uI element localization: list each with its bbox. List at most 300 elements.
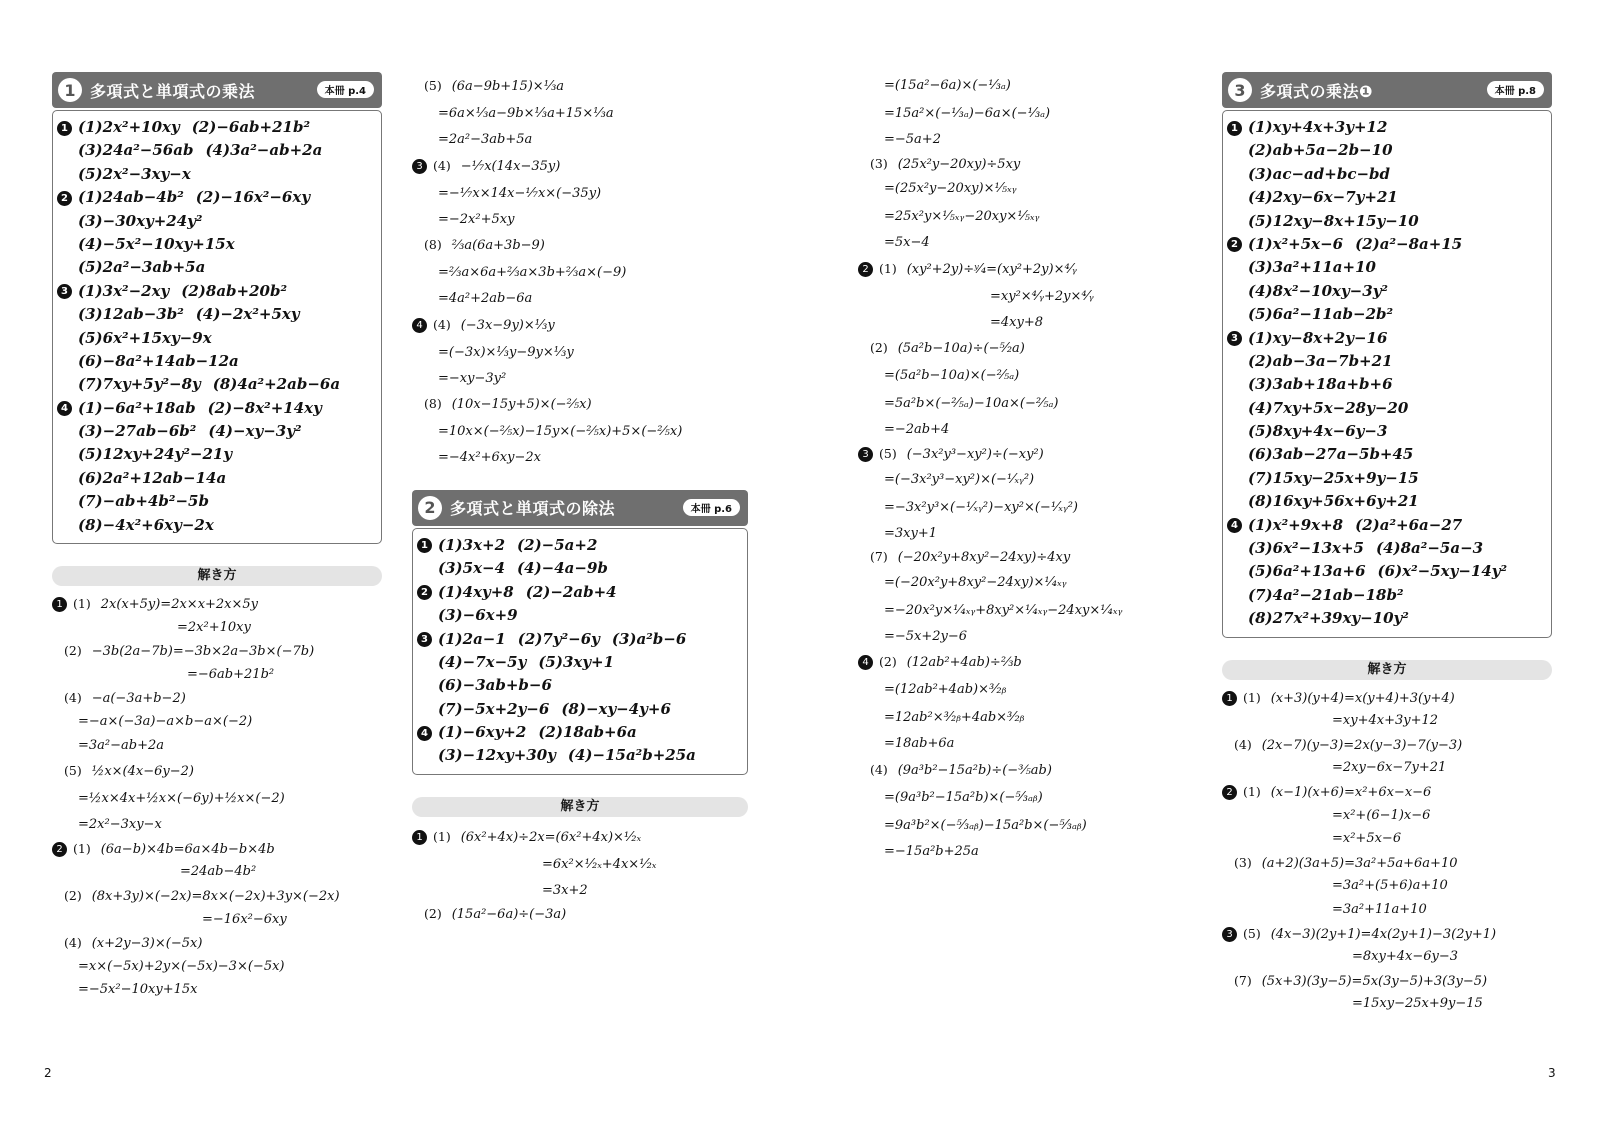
answer-item: (5)3xy+1 [538, 652, 615, 671]
answer-item: (1)xy+4x+3y+12 [1248, 118, 1388, 136]
solution-expression: (xy²+2y)÷ʸ⁄₄=(xy²+2y)×⁴⁄ᵧ [906, 261, 1077, 277]
solution-expression: =(12ab²+4ab)×³⁄₂ᵦ [884, 682, 1007, 698]
answer-item: (4)−7x−5y [438, 652, 527, 671]
solution-expression: (15a²−6a)÷(−3a) [451, 907, 567, 923]
solution-expression: =−3x²y³×(−¹⁄ₓᵧ²)−xy²×(−¹⁄ₓᵧ²) [884, 499, 1078, 515]
solution-expression: =−a×(−3a)−a×b−a×(−2) [78, 714, 253, 729]
solution-line [858, 545, 1178, 569]
solution-line [412, 287, 748, 311]
solution-line [858, 756, 1178, 784]
question-number: 4 [858, 655, 873, 670]
solution-line [412, 339, 748, 367]
solution-line [1222, 874, 1552, 898]
solution-expression: =−xy−3y² [438, 370, 507, 386]
solution-expression: =−¹⁄₇x×14x−¹⁄₇x×(−35y) [438, 185, 602, 201]
answer-item: (1)4xy+8 [438, 582, 514, 601]
answer-item: (2)ab−3a−7b+21 [1248, 351, 1393, 370]
solution-line [52, 710, 382, 734]
solution-expression: 2x(x+5y)=2x×x+2x×5y [100, 597, 259, 613]
answer-line [417, 698, 741, 721]
question-number: 1 [412, 830, 427, 845]
solution-expression: (12ab²+4ab)÷⅔b [906, 655, 1022, 671]
solution-line [412, 128, 748, 152]
question-number: 2 [1227, 237, 1242, 252]
answer-item: (2)−6ab+21b² [191, 118, 311, 136]
solution-line [52, 860, 382, 884]
answer-line [1227, 139, 1545, 162]
solution-line [858, 152, 1178, 176]
question-number: 4 [57, 401, 72, 416]
solution-line [858, 466, 1178, 494]
solution-steps-continued [412, 72, 748, 470]
solution-line [1222, 780, 1552, 804]
answer-item: (4)−xy−3y² [208, 422, 302, 441]
solution-line [52, 884, 382, 908]
column-2 [412, 72, 748, 926]
solution-expression: =(−3x²y³−xy²)×(−¹⁄ₓᵧ²) [884, 471, 1035, 487]
question-number: 4 [417, 726, 432, 741]
solution-line [858, 72, 1178, 100]
part-number: (4) [1234, 736, 1252, 752]
solution-expression: (6x²+4x)÷2x=(6x²+4x)×¹⁄₂ₓ [460, 829, 642, 845]
answer-item: (5)12xy+24y²−21y [78, 445, 233, 464]
solution-expression: =25x²y×¹⁄₅ₓᵧ−20xy×¹⁄₅ₓᵧ [884, 209, 1040, 225]
solution-expression: =−15a²b+25a [884, 843, 979, 859]
solution-line [858, 676, 1178, 704]
question-number: 1 [57, 121, 72, 136]
answer-line [57, 514, 375, 537]
solution-expression: (9a³b²−15a²b)÷(−⅗ab) [897, 762, 1052, 778]
answer-line [57, 373, 375, 396]
column-4 [1222, 72, 1552, 1016]
solution-expression: =9a³b²×(−⁵⁄₃ₐᵦ)−15a²b×(−⁵⁄₃ₐᵦ) [884, 817, 1087, 833]
answer-item: (2)7y²−6y [517, 629, 600, 648]
section-2-header [412, 490, 748, 526]
answer-item: (7)−5x+2y−6 [438, 699, 550, 718]
answer-box [412, 528, 748, 775]
section-number: 3 [1228, 78, 1252, 102]
answer-item: (4)−5x²−10xy+15x [78, 234, 235, 253]
answer-line [57, 490, 375, 513]
answer-line [57, 186, 375, 209]
answer-line [57, 443, 375, 466]
solution-line [858, 840, 1178, 864]
part-number: (2) [64, 887, 82, 903]
section-title: 多項式と単項式の乗法 [90, 81, 256, 101]
part-number: (1) [1243, 783, 1261, 799]
solution-expression: (6a−9b+15)×⅓a [451, 79, 565, 94]
solution-expression: ½x×(4x−6y−2) [91, 764, 194, 780]
solution-expression: =3x+2 [542, 882, 588, 898]
answer-item: (1)3x+2 [438, 535, 506, 554]
solution-line [412, 390, 748, 418]
question-number: 1 [52, 597, 67, 612]
answer-line [1227, 467, 1545, 490]
answer-item: (8)−4x²+6xy−2x [78, 515, 214, 534]
solution-line [858, 203, 1178, 231]
solution-expression: =15xy−25x+9y−15 [1352, 996, 1483, 1012]
solution-expression: =(−3x)×⅓y−9y×⅓y [438, 344, 574, 360]
section-title: 多項式と単項式の除法 [450, 499, 616, 519]
solution-expression: =⅔a×6a+⅔a×3b+⅔a×(−9) [438, 265, 627, 281]
part-number: (7) [1234, 972, 1252, 988]
part-number: (7) [870, 549, 888, 565]
solution-expression: =8xy+4x−6y−3 [1352, 949, 1459, 965]
solution-expression: ⅔a(6a+3b−9) [451, 238, 545, 254]
solution-line [52, 785, 382, 813]
solution-expression: =−5x²−10xy+15x [78, 982, 198, 998]
question-number: 3 [858, 447, 873, 462]
solution-line [52, 663, 382, 687]
part-number: (3) [870, 155, 888, 171]
solution-line [858, 597, 1178, 625]
page-number-left: 2 [44, 1066, 52, 1080]
solution-expression: =xy²×⁴⁄ᵧ+2y×⁴⁄ᵧ [990, 288, 1094, 304]
answer-line [417, 557, 741, 580]
solution-expression: =x²+5x−6 [1332, 831, 1402, 847]
answer-line [57, 420, 375, 443]
answer-item: (3)−30xy+24y² [78, 211, 203, 230]
solution-line [858, 812, 1178, 840]
solution-expression: =3a²+11a+10 [1332, 901, 1427, 917]
solution-expression: −a(−3a+b−2) [91, 691, 186, 707]
answer-item: (2)a²+6a−27 [1355, 515, 1463, 534]
answer-line [417, 604, 741, 627]
solution-line [412, 311, 748, 339]
answer-item: (8)27x²+39xy−10y² [1248, 609, 1409, 628]
answer-item: (3)3ab+18a+b+6 [1248, 375, 1393, 394]
question-number: 4 [412, 318, 427, 333]
solution-expression: (4x−3)(2y+1)=4x(2y+1)−3(2y+1) [1270, 926, 1497, 942]
solution-line [858, 362, 1178, 390]
answer-item: (8)16xy+56x+6y+21 [1248, 492, 1419, 511]
column-1 [52, 72, 382, 1002]
answer-item: (3)−12xy+30y [438, 746, 556, 765]
answer-item: (4)8a²−5a−3 [1375, 539, 1484, 558]
part-number: (4) [433, 157, 451, 173]
answer-item: (7)−ab+4b²−5b [78, 492, 209, 511]
solution-expression: (8x+3y)×(−2x)=8x×(−2x)+3y×(−2x) [91, 888, 340, 904]
solution-line [412, 879, 748, 903]
answer-box [1222, 110, 1552, 638]
answer-item: (7)15xy−25x+9y−15 [1248, 468, 1419, 487]
answer-line [1227, 397, 1545, 420]
solution-line [858, 283, 1178, 311]
answer-line [1227, 256, 1545, 279]
answer-line [1227, 560, 1545, 583]
solution-expression: −¹⁄₇x(14x−35y) [460, 158, 561, 174]
answer-line [1227, 443, 1545, 466]
part-number: (5) [879, 445, 897, 461]
answer-line [1227, 537, 1545, 560]
solution-line [52, 734, 382, 758]
question-number: 3 [1222, 927, 1237, 942]
answer-item: (2)−16x²−6xy [195, 188, 311, 207]
solution-expression: =15a²×(−¹⁄₃ₐ)−6a×(−¹⁄₃ₐ) [884, 106, 1051, 121]
solution-expression: =6a×⅓a−9b×⅓a+15×⅓a [438, 106, 614, 121]
solution-expression: =−2x²+5xy [438, 211, 515, 227]
part-number: (1) [879, 260, 897, 276]
solution-line [52, 813, 382, 837]
answer-line [57, 233, 375, 256]
solution-expression: (5a²b−10a)÷(−⁵⁄₂a) [897, 341, 1025, 357]
part-number: (8) [424, 237, 442, 253]
answer-line [417, 581, 741, 604]
solution-expression: =(9a³b²−15a²b)×(−⁵⁄₃ₐᵦ) [884, 789, 1043, 805]
solution-line [1222, 827, 1552, 851]
solution-line [412, 851, 748, 879]
answer-item: (2)ab+5a−2b−10 [1248, 141, 1393, 160]
solution-line [858, 255, 1178, 283]
solution-expression: (−3x²y³−xy²)÷(−xy²) [906, 446, 1044, 462]
solution-expression: =(−20x²y+8xy²−24xy)×¹⁄₄ₓᵧ [884, 574, 1067, 590]
solution-line [858, 390, 1178, 418]
part-number: (2) [64, 643, 82, 659]
answer-line [57, 397, 375, 420]
page-reference-badge: 本冊 p.4 [317, 81, 374, 98]
solution-expression: =−5a+2 [884, 132, 941, 147]
part-number: (1) [433, 828, 451, 844]
answer-line [417, 628, 741, 651]
answer-line [1227, 210, 1545, 233]
answer-item: (4)−4a−9b [517, 559, 608, 578]
solution-line [412, 100, 748, 128]
solution-expression: =(25x²y−20xy)×¹⁄₅ₓᵧ [884, 181, 1017, 197]
solution-expression: =xy+4x+3y+12 [1332, 713, 1439, 729]
answer-item: (5)8xy+4x−6y−3 [1248, 422, 1388, 441]
answer-line [1227, 350, 1545, 373]
answer-line [57, 116, 375, 139]
solution-expression: (10x−15y+5)×(−⅖x) [451, 397, 592, 413]
answer-box [52, 110, 382, 544]
answer-item: (1)2a−1 [438, 629, 506, 648]
question-number: 3 [1227, 331, 1242, 346]
solution-line [412, 152, 748, 180]
section-number: 2 [418, 496, 442, 520]
answer-line [57, 280, 375, 303]
answer-item: (3)12ab−3b² [78, 305, 184, 324]
solution-expression: (x−1)(x+6)=x²+6x−x−6 [1270, 784, 1432, 800]
answer-item: (4)7xy+5x−28y−20 [1248, 398, 1409, 417]
answer-line [1227, 373, 1545, 396]
solution-heading: 解き方 [412, 797, 748, 817]
answer-item: (2)−5a+2 [517, 535, 598, 554]
solution-line [1222, 804, 1552, 828]
solution-line [1222, 969, 1552, 993]
answer-line [57, 303, 375, 326]
solution-line [858, 334, 1178, 362]
answer-item: (2)18ab+6a [538, 723, 637, 742]
answer-item: (6)x²−5xy−14y² [1377, 562, 1508, 581]
answer-item: (7)7xy+5y²−8y [78, 375, 201, 394]
answer-line [1227, 514, 1545, 537]
answer-item: (8)4a²+2ab−6a [212, 375, 341, 394]
answer-line [57, 350, 375, 373]
answer-item: (3)−6x+9 [438, 606, 518, 625]
answer-item: (5)2x²−3xy−x [78, 164, 191, 183]
solution-line [412, 72, 748, 100]
page-reference-badge: 本冊 p.8 [1487, 81, 1544, 98]
answer-line [57, 163, 375, 186]
part-number: (8) [424, 396, 442, 412]
solution-expression: =−16x²−6xy [202, 911, 287, 927]
solution-line [52, 757, 382, 785]
solution-line [52, 592, 382, 616]
solution-expression: =−6ab+21b² [187, 666, 275, 682]
solution-expression: =12ab²×³⁄₂ᵦ+4ab×³⁄₂ᵦ [884, 710, 1025, 726]
solution-line [858, 494, 1178, 522]
solution-heading: 解き方 [1222, 660, 1552, 680]
solution-expression: =10x×(−⅖x)−15y×(−⅖x)+5×(−⅖x) [438, 424, 683, 440]
solution-line [858, 231, 1178, 255]
answer-item: (6)−3ab+b−6 [438, 676, 552, 695]
solution-expression: =−4x²+6xy−2x [438, 450, 541, 466]
solution-line [858, 311, 1178, 335]
section-title: 多項式の乗法❶ [1260, 81, 1374, 101]
answer-item: (6)2a²+12ab−14a [78, 468, 227, 487]
answer-item: (5)6a²+13a+6 [1248, 562, 1366, 581]
solution-line [412, 259, 748, 287]
solution-line [858, 732, 1178, 756]
solution-expression: =3a²−ab+2a [78, 737, 165, 753]
answer-item: (1)−6xy+2 [438, 723, 527, 742]
solution-line [52, 931, 382, 955]
question-number: 3 [57, 284, 72, 299]
solution-line [52, 616, 382, 640]
solution-line [1222, 992, 1552, 1016]
part-number: (5) [1243, 925, 1261, 941]
solution-expression: (a+2)(3a+5)=3a²+5a+6a+10 [1261, 855, 1458, 871]
solution-expression: =4xy+8 [990, 314, 1044, 330]
answer-line [417, 744, 741, 767]
answer-item: (3)ac−ad+bc−bd [1248, 164, 1390, 183]
solution-line [858, 784, 1178, 812]
answer-line [57, 210, 375, 233]
part-number: (3) [1234, 854, 1252, 870]
section-number: 1 [58, 78, 82, 102]
solution-line [52, 955, 382, 979]
answer-line [1227, 607, 1545, 630]
answer-item: (1)2x²+10xy [78, 118, 180, 136]
solution-line [858, 100, 1178, 128]
page-number-right: 3 [1548, 1066, 1556, 1080]
answer-item: (1)xy−8x+2y−16 [1248, 328, 1388, 347]
answer-line [417, 534, 741, 557]
solution-expression: =x²+(6−1)x−6 [1332, 807, 1431, 823]
answer-item: (1)x²+5x−6 [1248, 234, 1344, 253]
solution-line [1222, 922, 1552, 946]
solution-line [52, 908, 382, 932]
answer-line [1227, 303, 1545, 326]
answer-item: (2)8ab+20b² [181, 281, 288, 300]
solution-line [412, 208, 748, 232]
answer-line [417, 651, 741, 674]
solution-line [52, 639, 382, 663]
solution-line [858, 569, 1178, 597]
solution-expression: =½x×4x+½x×(−6y)+½x×(−2) [78, 791, 285, 807]
part-number: (5) [64, 763, 82, 779]
part-number: (2) [424, 906, 442, 922]
answer-line [417, 674, 741, 697]
part-number: (4) [64, 690, 82, 706]
answer-line [1227, 584, 1545, 607]
solution-expression: =x×(−5x)+2y×(−5x)−3×(−5x) [78, 958, 285, 974]
question-number: 2 [57, 191, 72, 206]
column-3 [858, 72, 1178, 864]
answer-item: (8)−xy−4y+6 [561, 699, 671, 718]
solution-line [412, 823, 748, 851]
answer-item: (3)6x²−13x+5 [1248, 539, 1364, 558]
solution-line [858, 175, 1178, 203]
answer-item: (4)−15a²b+25a [567, 746, 696, 765]
question-number: 2 [417, 585, 432, 600]
answer-line [57, 327, 375, 350]
solution-expression: (2x−7)(y−3)=2x(y−3)−7(y−3) [1261, 737, 1463, 753]
solution-steps [52, 592, 382, 1002]
solution-line [412, 902, 748, 926]
solution-line [52, 837, 382, 861]
answer-item: (1)3x²−2xy [78, 281, 170, 300]
solution-line [1222, 945, 1552, 969]
solution-expression: =(15a²−6a)×(−¹⁄₃ₐ) [884, 78, 1011, 93]
answer-line [1227, 490, 1545, 513]
solution-expression: =−5x+2y−6 [884, 628, 968, 644]
solution-line [858, 625, 1178, 649]
solution-expression: (25x²y−20xy)÷5xy [897, 156, 1021, 172]
solution-steps [412, 823, 748, 926]
solution-expression: (6a−b)×4b=6a×4b−b×4b [100, 841, 275, 857]
answer-item: (3)a²b−6 [611, 629, 687, 648]
solution-expression: (5x+3)(3y−5)=5x(3y−5)+3(3y−5) [1261, 973, 1488, 989]
solution-line [1222, 898, 1552, 922]
solution-line [858, 128, 1178, 152]
answer-line [1227, 280, 1545, 303]
solution-line [412, 446, 748, 470]
question-number: 3 [412, 159, 427, 174]
question-number: 1 [1227, 121, 1242, 136]
solution-line [1222, 733, 1552, 757]
part-number: (4) [433, 316, 451, 332]
answer-item: (1)x²+9x+8 [1248, 515, 1344, 534]
solution-line [858, 704, 1178, 732]
part-number: (1) [73, 596, 91, 612]
answer-item: (5)6x²+15xy−9x [78, 328, 212, 347]
solution-expression: =2a²−3ab+5a [438, 132, 533, 147]
answer-item: (3)−27ab−6b² [78, 422, 197, 441]
answer-item: (1)24ab−4b² [78, 188, 184, 207]
solution-steps [1222, 686, 1552, 1016]
solution-line [1222, 756, 1552, 780]
solution-line [858, 522, 1178, 546]
answer-item: (2)a²−8a+15 [1355, 234, 1463, 253]
solution-line [858, 442, 1178, 466]
answer-item: (3)5x−4 [438, 559, 506, 578]
answer-line [57, 139, 375, 162]
page-reference-badge: 本冊 p.6 [683, 499, 740, 516]
solution-line [412, 367, 748, 391]
answer-line [1227, 327, 1545, 350]
question-number: 2 [1222, 785, 1237, 800]
question-number: 1 [417, 538, 432, 553]
solution-expression: =(5a²b−10a)×(−²⁄₅ₐ) [884, 368, 1020, 384]
solution-expression: =−20x²y×¹⁄₄ₓᵧ+8xy²×¹⁄₄ₓᵧ−24xy×¹⁄₄ₓᵧ [884, 602, 1123, 618]
answer-item: (6)−8a²+14ab−12a [78, 351, 239, 370]
answer-item: (5)2a²−3ab+5a [78, 258, 206, 277]
answer-line [1227, 163, 1545, 186]
answer-item: (4)2xy−6x−7y+21 [1248, 188, 1398, 207]
answer-line [1227, 420, 1545, 443]
answer-item: (3)24a²−56ab [78, 141, 194, 160]
